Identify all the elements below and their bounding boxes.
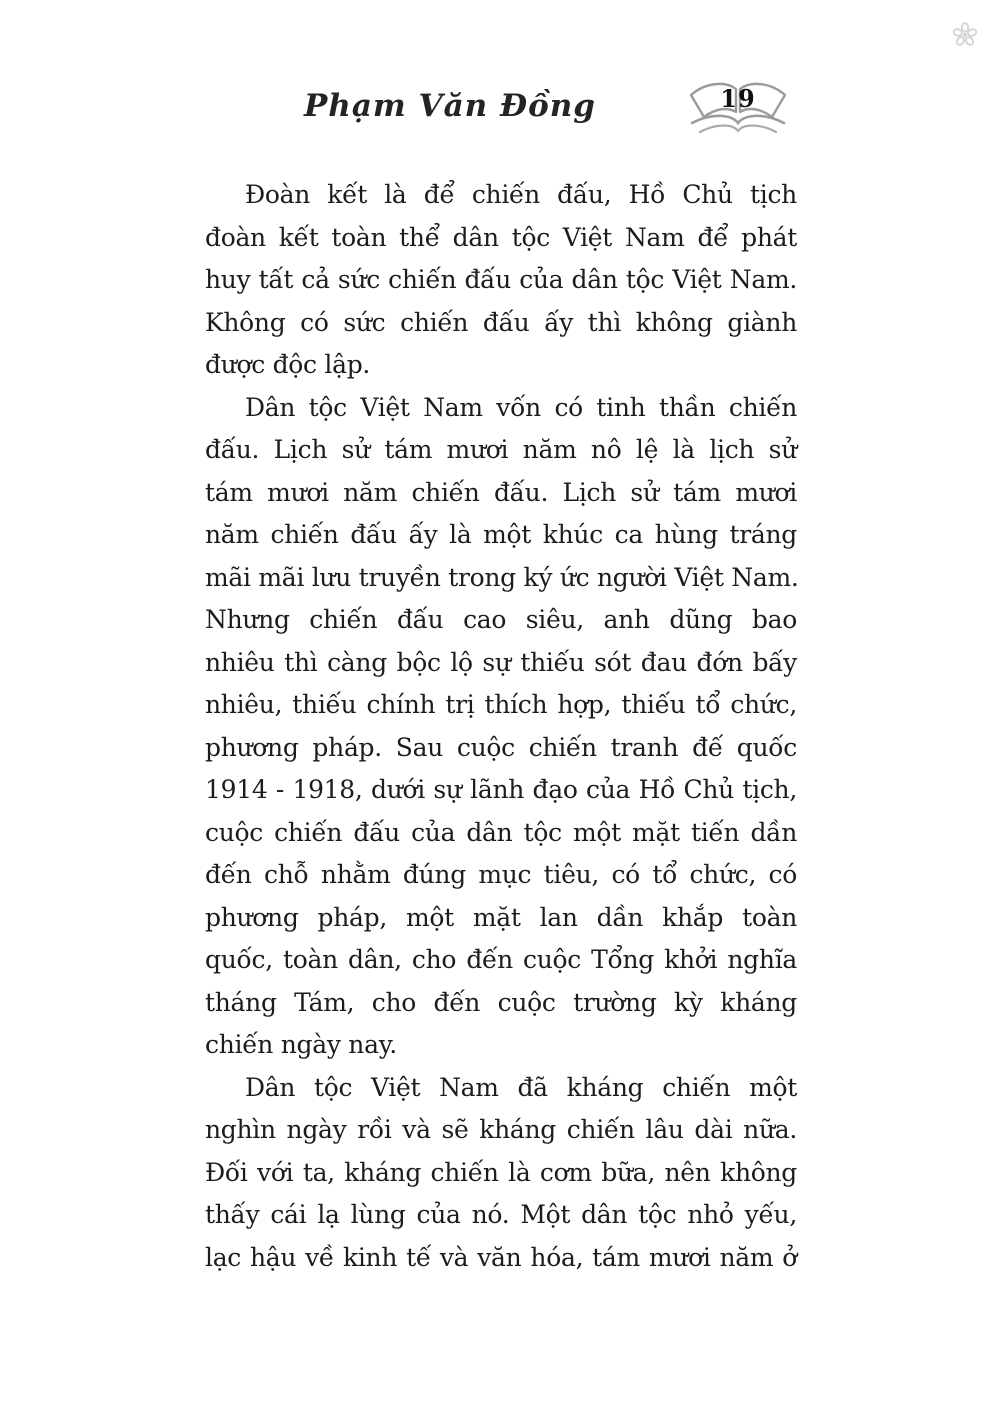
text-line: đấu. Lịch sử tám mươi năm nô lệ là lịch sử [205, 435, 797, 464]
text-line: Không có sức chiến đấu ấy thì không giành [205, 307, 797, 337]
text-line: cuộc chiến đấu của dân tộc một mặt tiến dần [205, 817, 797, 847]
flower-ornament-icon [951, 21, 979, 49]
text-line: phương pháp. Sau cuộc chiến tranh đế quốc [205, 732, 797, 762]
text-line: tám mươi năm chiến đấu. Lịch sử tám mươi [205, 477, 797, 507]
text-line: thấy cái lạ lùng của nó. Một dân tộc nhỏ yếu, [205, 1200, 797, 1229]
text-line: mãi mãi lưu truyền trong ký ức người Việt Nam. [205, 562, 799, 592]
text-line: Dân tộc Việt Nam đã kháng chiến một [245, 1072, 797, 1102]
text-line: lạc hậu về kinh tế và văn hóa, tám mươi năm ở [205, 1242, 797, 1272]
text-line: quốc, toàn dân, cho đến cuộc Tổng khởi nghĩa [205, 945, 797, 974]
body-text [205, 174, 797, 1279]
text-line: chiến ngày nay. [205, 1030, 397, 1059]
page-number-badge [683, 78, 793, 142]
text-line: đến chỗ nhằm đúng mục tiêu, có tổ chức, có [205, 860, 797, 889]
text-line: huy tất cả sức chiến đấu của dân tộc Việt Nam. [205, 265, 797, 294]
text-line: Đối với ta, kháng chiến là cơm bữa, nên không [205, 1157, 797, 1187]
text-line: nghìn ngày rồi và sẽ kháng chiến lâu dài nữa. [205, 1115, 797, 1144]
page-number: 19 [720, 84, 756, 113]
text-line: nhiêu, thiếu chính trị thích hợp, thiếu tổ chức, [205, 690, 797, 719]
text-line: được độc lập. [205, 350, 371, 379]
text-line: Dân tộc Việt Nam vốn có tinh thần chiến [245, 392, 797, 422]
text-line: Đoàn kết là để chiến đấu, Hồ Chủ tịch [245, 180, 797, 209]
text-line: năm chiến đấu ấy là một khúc ca hùng tráng [205, 520, 797, 549]
text-line: tháng Tám, cho đến cuộc trường kỳ kháng [205, 987, 797, 1017]
running-header-title: Phạm Văn Đồng [304, 88, 596, 124]
text-line: 1914 - 1918, dưới sự lãnh đạo của Hồ Chủ tịch, [205, 775, 797, 804]
text-line: đoàn kết toàn thể dân tộc Việt Nam để phát [205, 222, 797, 252]
text-line: Nhưng chiến đấu cao siêu, anh dũng bao [205, 605, 797, 634]
text-line: nhiêu thì càng bộc lộ sự thiếu sót đau đớn bấy [205, 647, 797, 677]
text-line: phương pháp, một mặt lan dần khắp toàn [205, 902, 797, 932]
